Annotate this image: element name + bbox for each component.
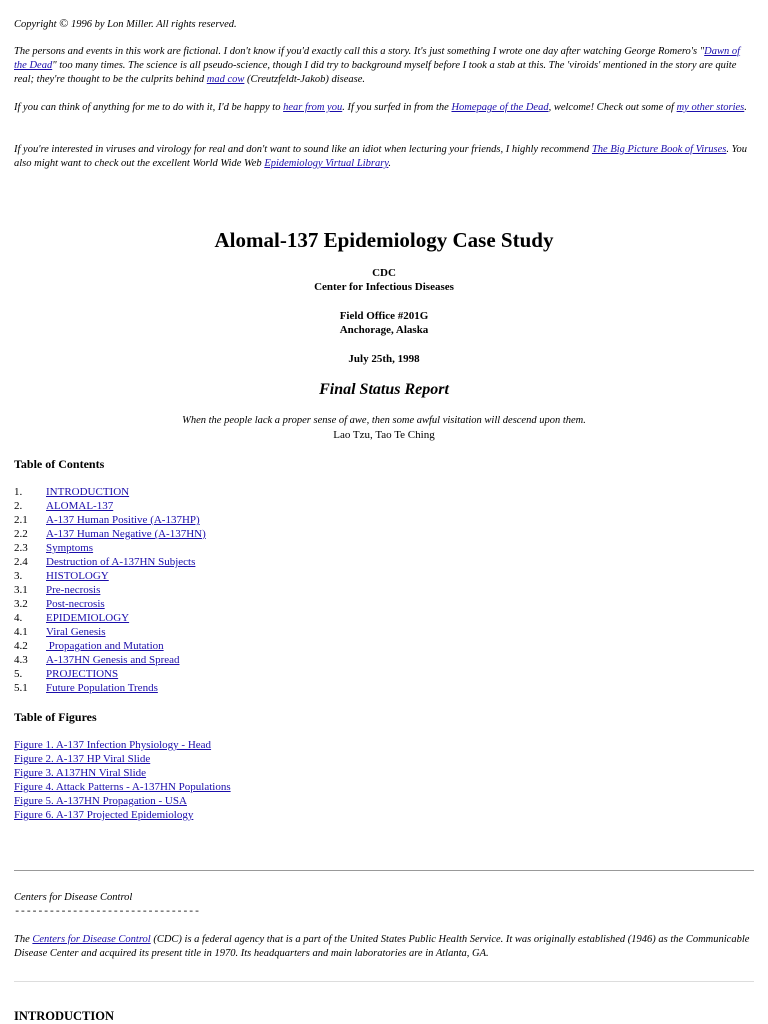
figure-link-2[interactable]: Figure 2. A-137 HP Viral Slide (14, 753, 151, 765)
figure-item (14, 752, 231, 766)
toc-link-destruction[interactable]: Destruction of A-137HN Subjects (46, 556, 196, 568)
toc-link-future-trends[interactable]: Future Population Trends (46, 682, 158, 694)
toc-item (14, 653, 206, 667)
text: The persons and events in this work are fictional. I don't know if you'd exactly call this a story. It's just something I wrote one day after watching George Romero's " (14, 46, 705, 57)
section-divider-light (14, 981, 754, 982)
big-picture-book-link[interactable]: The Big Picture Book of Viruses (591, 144, 727, 155)
report-status: Final Status Report (319, 381, 449, 398)
introduction-heading: INTRODUCTION (14, 1009, 115, 1023)
cdc-link[interactable]: Centers for Disease Control (32, 934, 151, 945)
text: (Creutzfeldt-Jakob) disease. (244, 74, 366, 85)
toc-link-symptoms[interactable]: Symptoms (46, 542, 94, 554)
cdc-heading: Centers for Disease Control (14, 892, 133, 903)
intro-paragraph-virology (14, 143, 754, 171)
page-title: Alomal-137 Epidemiology Case Study (214, 228, 554, 252)
toc-number: 3.1 (14, 584, 28, 596)
cdc-underline: -------------------------------- (14, 906, 200, 918)
figure-item (14, 766, 231, 780)
toc-item (14, 639, 206, 653)
toc-title: Table of Contents (14, 457, 105, 471)
text: The (14, 934, 33, 945)
toc-number: 5.1 (14, 682, 28, 694)
toc-number: 2.1 (14, 514, 28, 526)
toc-link-human-positive[interactable]: A-137 Human Positive (A-137HP) (46, 514, 200, 526)
org-short: CDC (372, 267, 396, 279)
toc-item (14, 527, 206, 541)
toc-link-pre-necrosis[interactable]: Pre-necrosis (46, 584, 101, 596)
toc-number: 2. (14, 500, 23, 512)
toc-number: 4.2 (14, 640, 28, 652)
figure-item (14, 780, 231, 794)
homepage-of-the-dead-link[interactable]: Homepage of the Dead (451, 102, 549, 113)
toc-link-epidemiology[interactable]: EPIDEMIOLOGY (46, 612, 130, 624)
figures-list (14, 738, 231, 822)
toc-item (14, 513, 206, 527)
toc-number: 5. (14, 668, 23, 680)
toc-item (14, 681, 206, 695)
toc-number: 2.3 (14, 542, 28, 554)
copyright-text-end: 1996 by Lon Miller. All rights reserved. (68, 19, 237, 30)
figure-link-1[interactable]: Figure 1. A-137 Infection Physiology - Head (14, 739, 212, 751)
toc-link-alomal[interactable]: ALOMAL-137 (46, 500, 114, 512)
copyright-line (14, 16, 754, 32)
epidemiology-library-link[interactable]: Epidemiology Virtual Library (264, 158, 389, 169)
other-stories-link[interactable]: my other stories (676, 102, 745, 113)
toc-number: 4.1 (14, 626, 28, 638)
text: . (744, 102, 747, 113)
toc-item (14, 485, 206, 499)
toc-link-hn-genesis[interactable]: A-137HN Genesis and Spread (46, 654, 180, 666)
office-location: Anchorage, Alaska (339, 324, 429, 336)
figure-link-5[interactable]: Figure 5. A-137HN Propagation - USA (14, 795, 187, 807)
toc-link-human-negative[interactable]: A-137 Human Negative (A-137HN) (46, 528, 206, 540)
epigraph-quote: When the people lack a proper sense of awe, then some awful visitation will descend upon them. (182, 415, 586, 426)
epigraph-author: Lao Tzu, Tao Te Ching (333, 429, 435, 441)
text: . You also might want to check out the excellent World Wide Web (14, 144, 748, 169)
toc-list (14, 485, 206, 695)
copyright-text: Copyright (14, 19, 60, 30)
toc-number: 4. (14, 612, 23, 624)
toc-item (14, 541, 206, 555)
figure-item (14, 808, 231, 822)
toc-number: 3. (14, 570, 23, 582)
text: If you can think of anything for me to do with it, I'd be happy to (14, 102, 284, 113)
text: . If you surfed in from the (342, 102, 452, 113)
toc-link-propagation[interactable]: Propagation and Mutation (46, 640, 164, 652)
toc-item (14, 667, 206, 681)
toc-link-post-necrosis[interactable]: Post-necrosis (46, 598, 105, 610)
toc-item (14, 555, 206, 569)
toc-link-viral-genesis[interactable]: Viral Genesis (46, 626, 106, 638)
report-date: July 25th, 1998 (348, 353, 420, 365)
figure-link-3[interactable]: Figure 3. A137HN Viral Slide (14, 767, 147, 779)
toc-number: 2.4 (14, 556, 28, 568)
cdc-paragraph (14, 933, 754, 961)
intro-paragraph-fiction (14, 45, 754, 87)
toc-link-projections[interactable]: PROJECTIONS (46, 668, 119, 680)
toc-link-histology[interactable]: HISTOLOGY (46, 570, 109, 582)
section-divider (14, 870, 754, 871)
toc-item (14, 499, 206, 513)
toc-number: 3.2 (14, 598, 28, 610)
text: , welcome! Check out some of (548, 102, 677, 113)
figure-item (14, 738, 231, 752)
copyright-icon: © (59, 16, 69, 30)
toc-item (14, 625, 206, 639)
toc-item (14, 611, 206, 625)
toc-item (14, 583, 206, 597)
toc-number: 1. (14, 486, 23, 498)
text: If you're interested in viruses and virology for real and don't want to sound like an idiot when lecturing your friends, I highly recommend (14, 144, 592, 155)
toc-link-introduction[interactable]: INTRODUCTION (46, 486, 130, 498)
toc-item (14, 597, 206, 611)
dawn-of-the-dead-link[interactable]: Dawn of the Dead (14, 46, 741, 71)
figures-title: Table of Figures (14, 710, 97, 724)
toc-number: 2.2 (14, 528, 28, 540)
field-office: Field Office #201G (339, 310, 429, 322)
toc-item (14, 569, 206, 583)
org-full: Center for Infectious Diseases (314, 281, 454, 293)
mad-cow-link[interactable]: mad cow (206, 74, 245, 85)
hear-from-you-link[interactable]: hear from you (283, 102, 343, 113)
intro-paragraph-contact (14, 101, 754, 115)
text: (CDC) is a federal agency that is a part of the United States Public Health Service. It was originally established (1946) as the Communicable Disease Center and acquired its present title in 1970. Its headquarters and main laboratories are in Atlanta, GA. (14, 934, 750, 959)
toc-number: 4.3 (14, 654, 28, 666)
figure-link-4[interactable]: Figure 4. Attack Patterns - A-137HN Populations (14, 781, 231, 793)
text: . (388, 158, 391, 169)
figure-link-6[interactable]: Figure 6. A-137 Projected Epidemiology (14, 809, 194, 821)
figure-item (14, 794, 231, 808)
text: " too many times. The science is all pseudo-science, though I did try to background myself before I took a stab at this. The 'viroids' mentioned in the story are quite real; they're thought to be the culprits behind (14, 60, 737, 85)
